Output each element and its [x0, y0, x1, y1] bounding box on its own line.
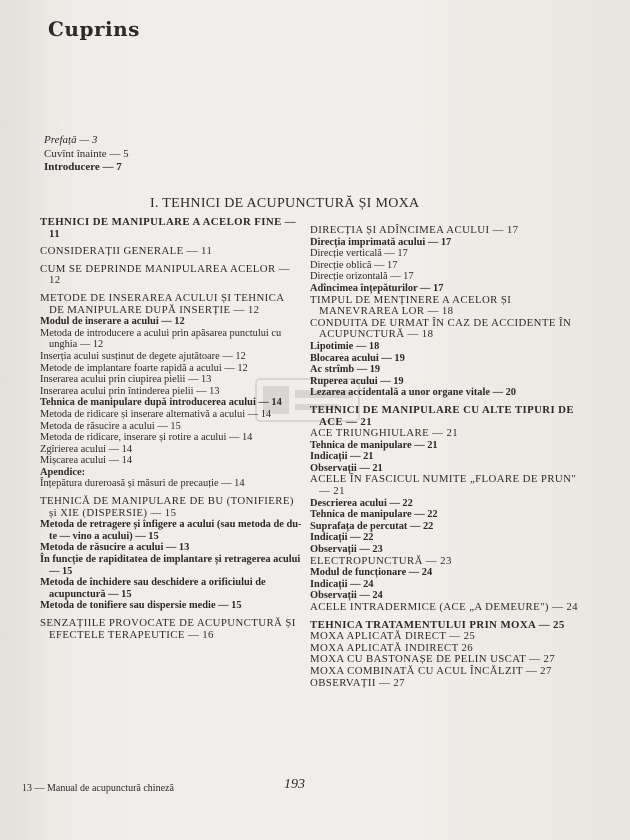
toc-entry: Inserarea acului prin ciupirea pielii — 13	[40, 374, 212, 386]
toc-entry: Tehnica de manipulare după introducerea acului — 14	[40, 397, 282, 409]
toc-entry: TEHNICI DE MANIPULARE A ACELOR FINE — 11	[40, 216, 296, 240]
toc-entry: Mișcarea acului — 14	[40, 455, 133, 467]
toc-entry: Apendice:	[40, 466, 86, 478]
toc-entry: Direcție orizontală — 17	[310, 271, 414, 283]
toc-entry: ACELE INTRADERMICE (ACE „A DEMEURE") — 24	[310, 601, 578, 613]
toc-entry: Tehnica de manipulare — 22	[310, 509, 438, 521]
toc-entry: DIRECȚIA ȘI ADÎNCIMEA ACULUI — 17	[310, 224, 519, 236]
toc-entry: Direcția imprimată acului — 17	[310, 236, 452, 248]
toc-right-column	[310, 225, 586, 689]
toc-entry: TEHNICA TRATAMENTULUI PRIN MOXA — 25	[310, 618, 565, 631]
toc-entry: Metoda de ridicare și inserare alternativă a acului — 14	[40, 408, 272, 420]
toc-entry: Descrierea acului — 22	[310, 497, 413, 509]
toc-entry: Inserția acului susținut de degete ajutătoare — 12	[40, 350, 246, 362]
toc-entry: CONDUITA DE URMAT ÎN CAZ DE ACCIDENTE ÎN ACUPUNCTURĂ — 18	[310, 316, 572, 341]
section-title: I. TEHNICI DE ACUPUNCTURĂ ȘI MOXA	[150, 196, 420, 211]
toc-entry: CONSIDERAȚII GENERALE — 11	[40, 245, 213, 258]
toc-entry: Metoda de introducere a acului prin apăsarea punctului cu unghia — 12	[40, 327, 282, 351]
toc-entry: Metoda de ridicare, inserare și rotire a acului — 14	[40, 432, 253, 444]
toc-entry: MOXA APLICATĂ INDIRECT 26	[310, 641, 474, 654]
toc-entry: ACE TRIUNGHIULARE — 21	[310, 427, 459, 440]
toc-entry: Observații — 21	[310, 462, 383, 474]
toc-entry: SENZAȚIILE PROVOCATE DE ACUPUNCTURĂ ȘI EFECTELE TERAPEUTICE — 16	[40, 617, 296, 641]
toc-entry: MOXA CU BASTONAȘE DE PELIN USCAT — 27	[310, 653, 556, 666]
front-matter-list	[44, 134, 129, 175]
toc-entry: Indicații — 21	[310, 451, 374, 463]
toc-entry: TEHNICI DE MANIPULARE CU ALTE TIPURI DE ACE — 21	[310, 403, 574, 428]
page-title: Cuprins	[48, 17, 140, 41]
toc-entry: ACELE ÎN FASCICUL NUMITE „FLOARE DE PRUN" — 21	[310, 473, 577, 498]
toc-entry: ELECTROPUNCTURĂ — 23	[310, 554, 452, 567]
toc-entry: Ac strîmb — 19	[310, 364, 381, 376]
toc-entry: Metoda de răsucire a acului — 13	[40, 542, 190, 554]
toc-entry: Adîncimea înțepăturilor — 17	[310, 282, 444, 294]
toc-entry: Metoda de răsucire a acului — 15	[40, 420, 181, 432]
toc-entry: Direcție oblică — 17	[310, 259, 398, 271]
toc-entry: Metoda de tonifiere sau dispersie medie — 15	[40, 600, 242, 612]
footer-page-number: 193	[284, 777, 305, 792]
toc-entry: Blocarea acului — 19	[310, 352, 405, 364]
front-matter-entry: Introducere — 7	[44, 161, 122, 173]
toc-entry: Direcție verticală — 17	[310, 248, 408, 260]
toc-entry: MOXA COMBINATĂ CU ACUL ÎNCĂLZIT — 27	[310, 664, 552, 677]
toc-entry: Indicații — 22	[310, 532, 374, 544]
front-matter-entry: Prefață — 3	[44, 134, 98, 146]
front-matter-entry: Cuvînt înainte — 5	[44, 147, 129, 160]
toc-entry: Metode de implantare foarte rapidă a acului — 12	[40, 362, 248, 374]
toc-entry: Modul de funcționare — 24	[310, 567, 433, 579]
toc-entry: Lezarea accidentală a unor organe vitale — 20	[310, 387, 516, 399]
toc-entry: Înțepătura dureroasă și măsuri de precauție — 14	[40, 478, 245, 490]
toc-entry: Lipotimie — 18	[310, 340, 380, 352]
toc-entry: În funcție de rapiditatea de implantare și retragerea acului — 15	[40, 554, 301, 577]
toc-entry: Zgîrierea acului — 14	[40, 443, 133, 455]
toc-entry: Modul de inserare a acului — 12	[40, 316, 185, 328]
toc-entry: TEHNICĂ DE MANIPULARE DE BU (TONIFIERE) și XIE (DISPERSIE) — 15	[40, 495, 294, 519]
toc-left-column	[40, 217, 302, 641]
toc-entry: Ruperea acului — 19	[310, 375, 404, 387]
toc-entry: Observații — 24	[310, 590, 383, 602]
toc-entry: Indicații — 24	[310, 578, 374, 590]
toc-entry: Tehnica de manipulare — 21	[310, 439, 438, 451]
toc-entry: Suprafața de percutat — 22	[310, 520, 434, 532]
toc-entry: Metoda de închidere sau deschidere a orificiului de acupunctură — 15	[40, 577, 266, 600]
toc-entry: MOXA APLICATĂ DIRECT — 25	[310, 630, 476, 643]
toc-entry: Metoda de retragere și înfigere a acului (sau metoda de du-te — vino a acului) — 15	[40, 519, 302, 542]
toc-entry: Observații — 23	[310, 544, 383, 556]
toc-entry: TIMPUL DE MENȚINERE A ACELOR ȘI MANEVRAREA LOR — 18	[310, 293, 512, 318]
toc-entry: METODE DE INSERAREA ACULUI ȘI TEHNICA DE MANIPULARE DUPĂ INSERȚIE — 12	[40, 291, 284, 316]
toc-entry: OBSERVAȚII — 27	[310, 676, 405, 689]
toc-entry: CUM SE DEPRINDE MANIPULAREA ACELOR — 12	[40, 262, 290, 287]
footer-book-reference: 13 — Manual de acupunctură chineză	[22, 783, 174, 794]
toc-entry: Inserarea acului prin întinderea pielii — 13	[40, 385, 220, 397]
